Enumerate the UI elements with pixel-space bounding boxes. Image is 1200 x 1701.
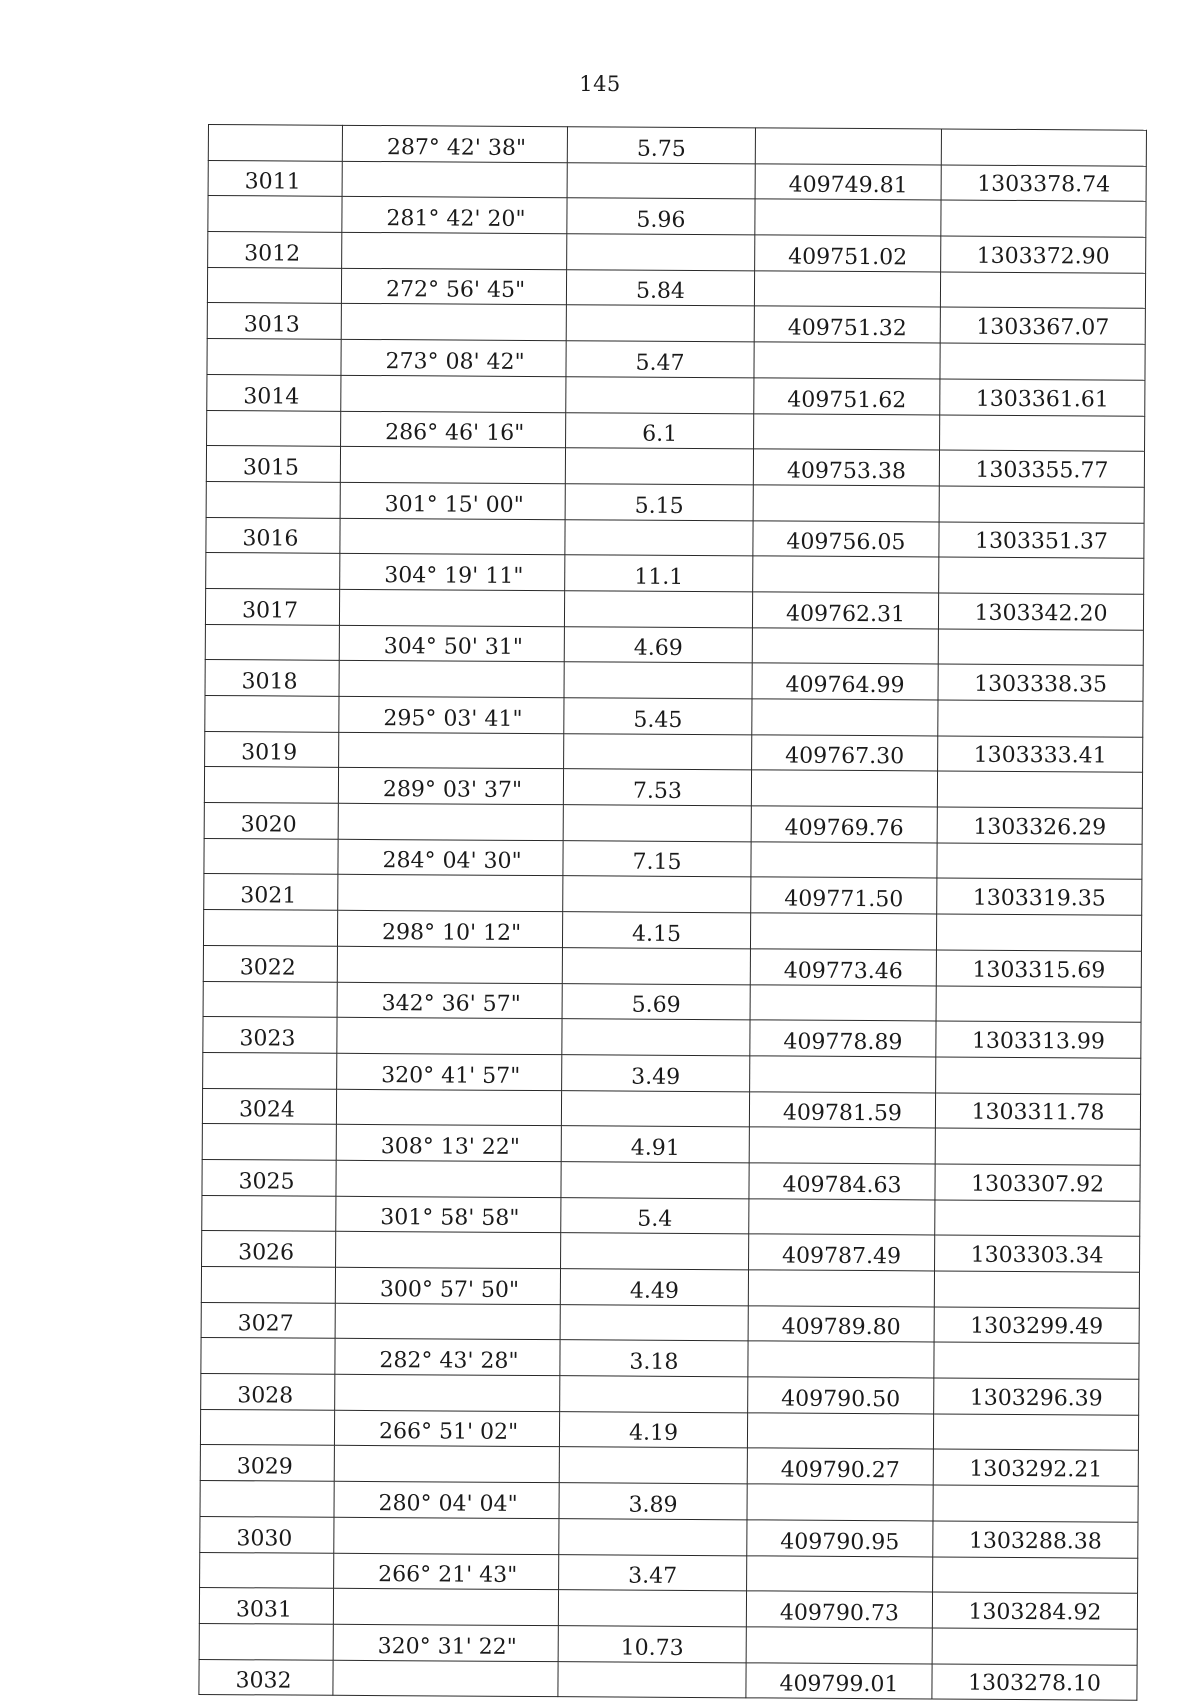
distance-cell: 5.96 (567, 198, 755, 235)
bearing-cell (333, 1588, 558, 1625)
distance-cell: 4.91 (561, 1126, 749, 1163)
northing-cell: 1303288.38 (933, 1521, 1138, 1558)
distance-cell: 4.19 (559, 1411, 747, 1448)
distance-cell: 3.49 (562, 1055, 750, 1092)
northing-cell (937, 843, 1142, 880)
station-cell: 3018 (205, 660, 339, 697)
easting-cell: 409790.73 (746, 1591, 932, 1628)
easting-cell (748, 1341, 934, 1378)
bearing-cell (336, 1089, 561, 1126)
bearing-cell (334, 1517, 559, 1554)
distance-cell (563, 805, 751, 842)
easting-cell: 409751.32 (754, 306, 940, 343)
distance-cell (567, 234, 755, 271)
bearing-cell (338, 875, 563, 912)
station-cell: 3027 (201, 1302, 335, 1339)
distance-cell (562, 947, 750, 984)
bearing-cell (334, 1446, 559, 1483)
table-row (207, 374, 1145, 415)
bearing-cell: 273° 08' 42" (341, 339, 566, 376)
table-row (201, 1338, 1139, 1379)
station-cell (206, 481, 340, 518)
distance-cell (561, 1233, 749, 1270)
survey-table-container (198, 124, 1146, 1701)
table-row (208, 232, 1146, 273)
easting-cell (749, 1198, 935, 1235)
distance-cell: 4.69 (564, 626, 752, 663)
northing-cell (932, 1628, 1137, 1665)
easting-cell: 409771.50 (751, 877, 937, 914)
bearing-cell (339, 589, 564, 626)
station-cell (202, 1124, 336, 1161)
northing-cell: 1303378.74 (941, 165, 1146, 202)
distance-cell (561, 1162, 749, 1199)
station-cell: 3017 (205, 588, 339, 625)
table-row (202, 1195, 1140, 1236)
bearing-cell: 342° 36' 57" (337, 982, 562, 1019)
table-row (205, 660, 1143, 701)
station-cell (205, 624, 339, 661)
northing-cell: 1303296.39 (934, 1378, 1139, 1415)
table-row (202, 1231, 1140, 1272)
northing-cell: 1303361.61 (940, 379, 1145, 416)
station-cell (202, 1195, 336, 1232)
bearing-cell (339, 661, 564, 698)
table-row (205, 624, 1143, 665)
distance-cell: 11.1 (565, 555, 753, 592)
table-body (199, 125, 1147, 1701)
easting-cell (755, 199, 941, 236)
station-cell (207, 267, 341, 304)
distance-cell: 7.15 (563, 840, 751, 877)
northing-cell (936, 985, 1141, 1022)
station-cell: 3014 (207, 374, 341, 411)
table-row (204, 767, 1142, 808)
station-cell: 3032 (199, 1659, 333, 1696)
northing-cell (935, 1200, 1140, 1237)
station-cell: 3023 (203, 1017, 337, 1054)
easting-cell: 409787.49 (749, 1234, 935, 1271)
table-row (202, 1159, 1140, 1200)
table-row (205, 695, 1143, 736)
table-row (201, 1302, 1139, 1343)
bearing-cell: 280° 04' 04" (334, 1481, 559, 1518)
bearing-cell (336, 1160, 561, 1197)
northing-cell: 1303319.35 (937, 878, 1142, 915)
bearing-cell: 295° 03' 41" (339, 696, 564, 733)
northing-cell (934, 1342, 1139, 1379)
easting-cell: 409762.31 (752, 592, 938, 629)
station-cell: 3016 (206, 517, 340, 554)
easting-cell: 409756.05 (753, 520, 939, 557)
northing-cell: 1303342.20 (938, 593, 1143, 630)
bearing-cell: 284° 04' 30" (338, 839, 563, 876)
easting-cell (751, 770, 937, 807)
bearing-cell (335, 1303, 560, 1340)
station-cell (203, 1052, 337, 1089)
northing-cell (940, 272, 1145, 309)
bearing-cell: 320° 41' 57" (337, 1053, 562, 1090)
station-cell (207, 410, 341, 447)
easting-cell (747, 1555, 933, 1592)
table-row (206, 517, 1144, 558)
northing-cell: 1303355.77 (939, 450, 1144, 487)
station-cell: 3020 (204, 803, 338, 840)
table-row (207, 267, 1145, 308)
station-cell (207, 339, 341, 376)
table-row (204, 803, 1142, 844)
northing-cell (941, 200, 1146, 237)
bearing-cell: 301° 58' 58" (336, 1196, 561, 1233)
station-cell (201, 1338, 335, 1375)
distance-cell (566, 377, 754, 414)
station-cell (204, 838, 338, 875)
northing-cell: 1303278.10 (932, 1664, 1137, 1701)
table-row (202, 1124, 1140, 1165)
bearing-cell: 304° 19' 11" (340, 554, 565, 591)
bearing-cell (338, 803, 563, 840)
table-row (199, 1659, 1137, 1700)
distance-cell (564, 591, 752, 628)
bearing-cell (337, 946, 562, 983)
easting-cell: 409751.62 (754, 378, 940, 415)
station-cell: 3021 (204, 874, 338, 911)
table-row (206, 553, 1144, 594)
easting-cell (747, 1484, 933, 1521)
distance-cell (565, 448, 753, 485)
bearing-cell (336, 1232, 561, 1269)
bearing-cell: 308° 13' 22" (336, 1125, 561, 1162)
northing-cell: 1303367.07 (940, 307, 1145, 344)
station-cell: 3015 (206, 446, 340, 483)
station-cell: 3031 (199, 1588, 333, 1625)
station-cell: 3029 (200, 1445, 334, 1482)
easting-cell (755, 128, 941, 165)
distance-cell: 4.49 (560, 1269, 748, 1306)
bearing-cell: 272° 56' 45" (341, 268, 566, 305)
easting-cell (749, 1127, 935, 1164)
distance-cell (559, 1447, 747, 1484)
easting-cell (754, 271, 940, 308)
distance-cell (566, 305, 754, 342)
distance-cell: 5.47 (566, 341, 754, 378)
northing-cell: 1303307.92 (935, 1164, 1140, 1201)
northing-cell (939, 557, 1144, 594)
easting-cell: 409799.01 (746, 1662, 932, 1699)
table-row (203, 1052, 1141, 1093)
table-row (200, 1445, 1138, 1486)
table-row (205, 588, 1143, 629)
bearing-cell: 320° 31' 22" (333, 1624, 558, 1661)
bearing-cell (340, 518, 565, 555)
bearing-cell (335, 1374, 560, 1411)
bearing-cell: 304° 50' 31" (339, 625, 564, 662)
survey-coordinates-table (198, 124, 1147, 1701)
bearing-cell: 266° 21' 43" (334, 1553, 559, 1590)
table-row (205, 731, 1143, 772)
distance-cell: 7.53 (563, 769, 751, 806)
easting-cell (754, 413, 940, 450)
table-row (199, 1623, 1137, 1664)
station-cell: 3022 (203, 945, 337, 982)
bearing-cell: 287° 42' 38" (342, 125, 567, 162)
bearing-cell (337, 1017, 562, 1054)
station-cell (206, 553, 340, 590)
bearing-cell (339, 732, 564, 769)
easting-cell: 409767.30 (752, 735, 938, 772)
distance-cell: 5.4 (561, 1197, 749, 1234)
table-row (201, 1374, 1139, 1415)
easting-cell: 409769.76 (751, 806, 937, 843)
table-row (207, 410, 1145, 451)
distance-cell: 10.73 (558, 1626, 746, 1663)
northing-cell: 1303372.90 (941, 236, 1146, 273)
table-row (208, 160, 1146, 201)
station-cell (208, 125, 342, 162)
easting-cell: 409778.89 (750, 1020, 936, 1057)
bearing-cell (333, 1660, 558, 1697)
table-row (204, 838, 1142, 879)
distance-cell: 4.15 (562, 912, 750, 949)
northing-cell (939, 486, 1144, 523)
station-cell (204, 767, 338, 804)
easting-cell: 409749.81 (755, 164, 941, 201)
table-row (201, 1266, 1139, 1307)
bearing-cell: 282° 43' 28" (335, 1339, 560, 1376)
distance-cell: 3.47 (559, 1554, 747, 1591)
table-row (203, 945, 1141, 986)
northing-cell: 1303338.35 (938, 664, 1143, 701)
table-row (204, 874, 1142, 915)
table-row (208, 196, 1146, 237)
easting-cell (747, 1413, 933, 1450)
easting-cell (746, 1627, 932, 1664)
easting-cell: 409781.59 (749, 1091, 935, 1128)
easting-cell: 409790.27 (747, 1448, 933, 1485)
station-cell: 3012 (208, 232, 342, 269)
table-row (200, 1481, 1138, 1522)
northing-cell (940, 343, 1145, 380)
station-cell (203, 981, 337, 1018)
bearing-cell (341, 304, 566, 341)
northing-cell (940, 414, 1145, 451)
northing-cell: 1303351.37 (939, 522, 1144, 559)
distance-cell (559, 1518, 747, 1555)
easting-cell: 409751.02 (755, 235, 941, 272)
easting-cell: 409790.50 (748, 1377, 934, 1414)
northing-cell: 1303284.92 (932, 1592, 1137, 1629)
station-cell (208, 196, 342, 233)
northing-cell (936, 914, 1141, 951)
northing-cell (936, 1057, 1141, 1094)
station-cell (200, 1552, 334, 1589)
distance-cell: 5.15 (565, 484, 753, 521)
distance-cell: 5.84 (566, 269, 754, 306)
northing-cell: 1303313.99 (936, 1021, 1141, 1058)
station-cell (203, 910, 337, 947)
northing-cell: 1303333.41 (938, 736, 1143, 773)
easting-cell: 409784.63 (749, 1163, 935, 1200)
bearing-cell: 289° 03' 37" (338, 768, 563, 805)
easting-cell (750, 984, 936, 1021)
station-cell: 3028 (201, 1374, 335, 1411)
station-cell (201, 1266, 335, 1303)
distance-cell (558, 1661, 746, 1698)
station-cell: 3011 (208, 160, 342, 197)
bearing-cell (342, 232, 567, 269)
bearing-cell (342, 161, 567, 198)
table-row (206, 481, 1144, 522)
easting-cell (750, 1056, 936, 1093)
easting-cell: 409753.38 (753, 449, 939, 486)
station-cell: 3025 (202, 1159, 336, 1196)
distance-cell (564, 662, 752, 699)
distance-cell: 3.18 (560, 1340, 748, 1377)
easting-cell (751, 842, 937, 879)
northing-cell (933, 1485, 1138, 1522)
distance-cell (560, 1376, 748, 1413)
station-cell (200, 1409, 334, 1446)
table-row (200, 1409, 1138, 1450)
bearing-cell: 301° 15' 00" (340, 482, 565, 519)
northing-cell (938, 700, 1143, 737)
easting-cell (753, 485, 939, 522)
easting-cell (752, 627, 938, 664)
northing-cell (937, 771, 1142, 808)
distance-cell (563, 876, 751, 913)
distance-cell (562, 1019, 750, 1056)
table-row (203, 981, 1141, 1022)
distance-cell (561, 1090, 749, 1127)
table-row (207, 303, 1145, 344)
northing-cell: 1303326.29 (937, 807, 1142, 844)
page-number: 145 (579, 72, 621, 96)
bearing-cell: 300° 57' 50" (335, 1267, 560, 1304)
bearing-cell: 298° 10' 12" (337, 910, 562, 947)
bearing-cell: 266° 51' 02" (334, 1410, 559, 1447)
station-cell: 3013 (207, 303, 341, 340)
northing-cell: 1303315.69 (936, 950, 1141, 987)
northing-cell (933, 1414, 1138, 1451)
northing-cell: 1303311.78 (935, 1093, 1140, 1130)
station-cell: 3026 (202, 1231, 336, 1268)
northing-cell: 1303299.49 (934, 1307, 1139, 1344)
bearing-cell (340, 447, 565, 484)
northing-cell (941, 129, 1146, 166)
northing-cell (933, 1556, 1138, 1593)
bearing-cell: 281° 42' 20" (342, 197, 567, 234)
station-cell (199, 1623, 333, 1660)
station-cell: 3019 (205, 731, 339, 768)
easting-cell: 409764.99 (752, 663, 938, 700)
distance-cell (560, 1304, 748, 1341)
station-cell (200, 1481, 334, 1518)
easting-cell: 409790.95 (747, 1520, 933, 1557)
distance-cell: 5.45 (564, 698, 752, 735)
table-row (203, 910, 1141, 951)
distance-cell (565, 519, 753, 556)
station-cell: 3030 (200, 1516, 334, 1553)
table-row (206, 446, 1144, 487)
station-cell (205, 695, 339, 732)
distance-cell: 5.69 (562, 983, 750, 1020)
northing-cell: 1303303.34 (935, 1235, 1140, 1272)
table-row (200, 1552, 1138, 1593)
bearing-cell (341, 375, 566, 412)
easting-cell (748, 1270, 934, 1307)
table-row (208, 125, 1146, 166)
table-row (200, 1516, 1138, 1557)
easting-cell (752, 699, 938, 736)
easting-cell: 409773.46 (750, 949, 936, 986)
easting-cell (750, 913, 936, 950)
distance-cell: 6.1 (566, 412, 754, 449)
northing-cell: 1303292.21 (933, 1449, 1138, 1486)
table-row (203, 1017, 1141, 1058)
table-row (199, 1588, 1137, 1629)
northing-cell (938, 629, 1143, 666)
distance-cell (558, 1590, 746, 1627)
table-row (207, 339, 1145, 380)
easting-cell (753, 556, 939, 593)
easting-cell (754, 342, 940, 379)
table-row (202, 1088, 1140, 1129)
northing-cell (935, 1128, 1140, 1165)
station-cell: 3024 (202, 1088, 336, 1125)
distance-cell: 5.75 (567, 127, 755, 164)
distance-cell (567, 162, 755, 199)
distance-cell (564, 733, 752, 770)
bearing-cell: 286° 46' 16" (341, 411, 566, 448)
easting-cell: 409789.80 (748, 1306, 934, 1343)
distance-cell: 3.89 (559, 1483, 747, 1520)
northing-cell (934, 1271, 1139, 1308)
